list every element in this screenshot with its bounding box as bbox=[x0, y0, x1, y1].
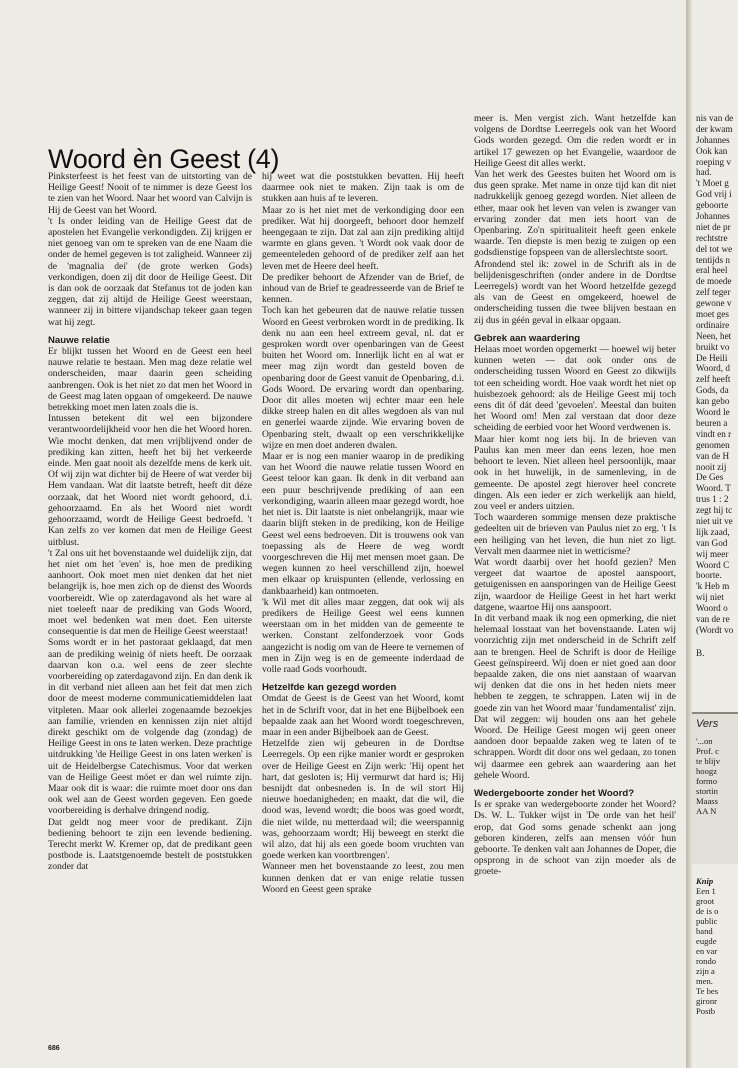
lower-line: Te bes bbox=[696, 986, 719, 996]
next-page-edge bbox=[692, 0, 738, 1068]
next-page-line: had. bbox=[696, 167, 712, 178]
next-page-line: vindt en r bbox=[696, 428, 732, 439]
lower-line: de is o bbox=[696, 906, 719, 916]
next-page-line: Johannes bbox=[696, 134, 730, 145]
next-page-line: van de re bbox=[696, 613, 730, 624]
next-page-line: gewone v bbox=[696, 298, 732, 309]
next-page-line: geboorte bbox=[696, 200, 729, 211]
paragraph: Van het werk des Geestes buiten het Woord om is dus geen sprake. Met name in onze tijd kan dit niet nadrukkelijk genoeg gezegd worden. Niet alleen de ether, maar ook het leven van velen is zwanger van ervaring zonder dat men iets hoort van de Openbaring. Zo'n spiritualiteit heeft geen enkele waarde. Ten diepste is men bezig te zuigen op een godsdienstige fopspeen van de allerslechtste soort. bbox=[474, 169, 676, 259]
next-page-lower-text bbox=[696, 876, 718, 1016]
next-page-line: van God bbox=[696, 537, 728, 548]
next-page-line: Woord C bbox=[696, 559, 730, 570]
article-title: Woord èn Geest (4) bbox=[48, 144, 280, 174]
paragraph: De prediker behoort de Afzender van de Brief, de inhoud van de Brief te geadresseerde van de Brief te kennen. bbox=[262, 271, 464, 306]
next-page-line: ordinaire bbox=[696, 319, 730, 330]
next-page-line: Ook kan bbox=[696, 145, 728, 156]
paragraph: Pinksterfeest is het feest van de uitstorting van de Heilige Geest! Nooit of te nimmer is deze Geest los te zien van het Woord. Naar het woord van Calvijn is Hij de Geest van het Woord. bbox=[48, 171, 252, 216]
next-page-line: nis van de bbox=[696, 113, 734, 123]
sidebar-box-line: formo bbox=[696, 776, 718, 786]
lower-heading: Knip bbox=[696, 876, 714, 886]
lower-line: eugde bbox=[696, 936, 717, 946]
section-heading: Nauwe relatie bbox=[48, 334, 110, 346]
next-page-line: moet ges bbox=[696, 309, 729, 320]
paragraph: Soms wordt er in het pastoraat geklaagd, dat men aan de prediking weinig óf niets heeft. De oorzaak daarvan kon o.a. wel eens de zeer slechte voorbereiding op zaterdagavond zijn. En dan denk ik in dit verband niet alleen aan het feit dat men zich door de meest moderne communicatiemiddelen laat vitpleten. Maar ook allerlei zogenaamde bezoekjes aan familie, vrienden en kennissen zijn niet altijd direkt geschikt om de volgende dag (zondag) de Heilige Geest in ons te laten werken. Deze prachtige uitdrukking 'de Heilige Geest in ons laten werken' is uit de Heidelbergse Catechismus. Voor dat werken van de Heilige Geest móet er dan wel ruimte zijn. Maar ook dit is waar: die ruimte moet door ons dan ook wel aan de Geest worden gegeven. Een goede voorbereiding is derhalve dringend nodig. bbox=[48, 637, 252, 817]
sidebar-box-title: Vers bbox=[696, 718, 719, 730]
sidebar-box-line: AA N bbox=[696, 806, 717, 816]
sidebar-box-line: '...on bbox=[696, 736, 713, 746]
next-page-line: kan gebo bbox=[696, 396, 730, 407]
next-page-line: de moede bbox=[696, 276, 732, 287]
paragraph: Maar er is nog een manier waarop in de prediking van het Woord die nauwe relatie tussen Woord en Geest teloor kan gaan. Ik denk in dit verband aan een puur beschrijvende prediking of aan een verkondiging, waarin alleen maar gezegd wordt, hoe het niet is. Dit laatste is niet onbelangrijk, maar wie daarin blijft steken in de prediking, kon de Heilige Geest wel eens bedroeven. Dit is trouwens ook van toepassing als de Heere de weg wordt voorgeschreven die Hij met mensen moet gaan. De wegen kunnen zo heel verschillend zijn, hoewel men elkaar op kruispunten (ellende, verlossing en dankbaarheid) kan ontmoeten. bbox=[262, 451, 464, 597]
lower-line: public bbox=[696, 916, 718, 926]
paragraph: Wanneer men het bovenstaande zo leest, zou men kunnen denken dat er van enige relatie tussen Woord en Geest geen sprake bbox=[262, 861, 464, 895]
lower-line: gironr bbox=[696, 996, 718, 1006]
sidebar-box-line: stortin bbox=[696, 786, 718, 796]
paragraph: hij weet wat die poststukken bevatten. Hij heeft daarmee ook niet te maken. Zijn taak is om de stukken aan huis af te leveren. bbox=[262, 171, 464, 205]
next-page-line: wij niet bbox=[696, 592, 724, 603]
next-page-line: boorte. bbox=[696, 570, 722, 581]
next-page-line: del tot we bbox=[696, 243, 733, 254]
lower-line: Een 1 bbox=[696, 886, 716, 896]
next-page-line: bruikt vo bbox=[696, 341, 730, 352]
paragraph: Toch kan het gebeuren dat de nauwe relatie tussen Woord en Geest verbroken wordt in de prediking. Ik denk nu aan een heel extreem geval, nl. dat er gesproken wordt over openbaringen van de Geest buiten het Woord om. Innerlijk licht en al wat er meer mag zijn wordt dan gesteld boven de openbaring door de Geest vanuit de Openbaring, d.i. Gods Woord. De ervaring wordt dan openbaring. Door dit alles moeten wij echter maar een hele dikke streep halen en dit alles wegdoen als van nul en generlei waarde zijnde. Wie ervaring boven de Openbaring stelt, dwaalt op een verschrikkelijke wijze en men doet anderen dwalen. bbox=[262, 305, 464, 451]
next-page-line: rechtstre bbox=[696, 232, 728, 243]
author-signature: B. bbox=[696, 647, 705, 658]
next-page-line: van de H bbox=[696, 450, 730, 461]
next-page-line: Woord, d bbox=[696, 363, 730, 374]
paragraph: 't Zal ons uit het bovenstaande wel duidelijk zijn, dat het niet om het 'even' is, hoe men de prediking aanhoort. Ook moet men niet denken dat het niet belangrijk is, hoe men zich op de dienst des Woords voorbereidt. Wie op zaterdagavond als het ware al niet toeleeft naar de prediking van Gods Woord, moet wel bedenken wat men doet. Een uiterste consequentie is dat men de Heilige Geest weerstaat! bbox=[48, 547, 252, 638]
paragraph: Hetzelfde zien wij gebeuren in de Dordtse Leerregels. Op een rijke manier wordt er gesproken over de Heilige Geest en Zijn werk: 'Hij opent het hart, dat gesloten is; Hij vermurwt dat hard is; Hij besnijdt dat onbesneden is. In de wil stort Hij nieuwe hoedanigheden; en maakt, dat die wil, die dood was, levend wordt; die boos was goed wordt, die niet wilde, nu metterdaad wil; die weerspannig was, gehoorzaam wordt; Hij beweegt en sterkt die wil alzo, dat hij als een goede boom vruchten van goede werken kan voortbrengen'. bbox=[262, 738, 464, 862]
lower-line: rondo bbox=[696, 956, 717, 966]
text-column-1 bbox=[48, 171, 252, 981]
lower-line: Postb bbox=[696, 1006, 716, 1016]
paragraph: Intussen betekent dit wel een bijzondere verantwoordelijkheid voor hen die het Woord horen. Wie mocht denken, dat men vrijblijvend onder de prediking kan zitten, heeft het bij het verkeerde einde. Men gaat nooit als dezelfde mens de kerk uit. Of wij zijn wat dichter bij de Heere of wat verder bij Hem vandaan. Wat dit laatste betreft, heeft dit déze oorzaak, dat het Woord niet wordt gehoord, d.i. gehoorzaamd. En als het Woord niet wordt gehoorzaamd, wordt de Heilige Geest bedroefd. 't Kan zelfs zo ver komen dat men de Heilige Geest uitblust. bbox=[48, 413, 252, 548]
next-page-line: zegt hij tc bbox=[696, 505, 733, 516]
paragraph: Helaas moet worden opgemerkt — hoewel wij beter kunnen weten — dat ook onder ons de onderscheiding tussen Woord en Geest zo dikwijls tot een scheiding wordt. Hoe vaak wordt het niet op huisbezoek gehoord: als de Heilige Geest mij toch eens dit óf dát deed 'gevoelen'. Meestal dan buiten het Woord om! Men zal verstaan dat door deze scheiding de eerbied voor het Woord verdwenen is. bbox=[474, 344, 676, 434]
lower-line: band bbox=[696, 926, 713, 936]
section-heading: Gebrek aan waardering bbox=[474, 332, 581, 344]
paragraph: 'k Wil met dit alles maar zeggen, dat ook wij als predikers de Heilige Geest wel eens kunnen weerstaan om in het midden van de gemeente te werken. Constant zelfonderzoek voor Gods aangezicht is nodig om van de Heere te vernemen of men in Zijn weg is en de gemeente inderdaad de volle raad Gods voorhoudt. bbox=[262, 596, 464, 675]
paragraph: Maar zo is het niet met de verkondiging door een prediker. Wat hij doorgeeft, behoort door hemzelf heengegaan te zijn. Dat zal aan zijn prediking altijd warmte en glans geven. 't Wordt ook vaak door de gemeenteleden gehoord of de prediker zelf aan het leven met de Heere deel heeft. bbox=[262, 204, 464, 272]
next-page-line: trus 1 : 2 bbox=[696, 494, 729, 505]
lower-line: groot bbox=[696, 896, 715, 906]
sidebar-box-line: Prof. c bbox=[696, 746, 719, 756]
paragraph: Dat geldt nog meer voor de predikant. Zijn bediening behoort te zijn een levende bediening. Terecht merkt W. Kremer op, dat de predikant geen postbode is. Laatstgenoemde bestelt de poststukken zonder dat bbox=[48, 816, 252, 873]
next-page-line: tentijds n bbox=[696, 254, 730, 265]
next-page-column bbox=[696, 113, 738, 659]
lower-line: men. bbox=[696, 976, 713, 986]
next-page-line: zelf heeft bbox=[696, 374, 731, 385]
page-number: 686 bbox=[48, 1045, 60, 1052]
next-page-line: Neen, het bbox=[696, 330, 732, 341]
section-heading: Wedergeboorte zonder het Woord? bbox=[474, 787, 635, 799]
next-page-line: Gods, da bbox=[696, 385, 729, 396]
next-page-line: God vrij i bbox=[696, 189, 732, 200]
next-page-line: roeping v bbox=[696, 156, 731, 167]
next-page-line: De Ges bbox=[696, 472, 724, 483]
next-page-line: wij meer bbox=[696, 548, 729, 559]
paragraph: Is er sprake van wedergeboorte zonder het Woord? Ds. W. L. Tukker wijst in 'De orde van het heil' erop, dat God soms genade schenkt aan jong geboren kinderen, zelfs aan mensen vóór hun geboorte. Te denken valt aan Johannes de Doper, die opsprong in de schoot van zijn moeder als de groete- bbox=[474, 799, 676, 878]
paragraph: Toch waarderen sommige mensen deze praktische gedeelten uit de brieven van Paulus niet zo erg. 't Is een heiliging van het leven, die hun niet zo ligt. Vervalt men daarmee niet in wetticisme? bbox=[474, 512, 676, 557]
next-page-line: (Wordt vo bbox=[696, 624, 734, 635]
next-page-line: Woord le bbox=[696, 407, 730, 418]
next-page-line: 'k Heb m bbox=[696, 581, 730, 592]
section-heading: Hetzelfde kan gezegd worden bbox=[262, 682, 397, 694]
lower-line: en var bbox=[696, 946, 718, 956]
next-page-line: niet uit ve bbox=[696, 515, 733, 526]
sidebar-box-line: hoogz bbox=[696, 766, 718, 776]
paragraph: Wat wordt daarbij over het hoofd gezien? Men vergeet dat waartoe de apostel aanspoort, getuigenissen en aansporingen van de Heilige Geest zijn, waardoor de Heilige Geest in het hart werkt datgene, waartoe Hij ons aanspoort. bbox=[474, 556, 676, 613]
next-page-line: Woord o bbox=[696, 603, 728, 614]
next-page-line: niet de pr bbox=[696, 221, 731, 232]
sidebar-box bbox=[692, 712, 738, 864]
lower-line: zijn a bbox=[696, 966, 715, 976]
next-page-line: nooit zij bbox=[696, 461, 727, 472]
next-page-line: beuren a bbox=[696, 417, 728, 428]
next-page-line: lijk zaad, bbox=[696, 526, 730, 537]
text-column-3 bbox=[474, 113, 676, 981]
next-page-line: Woord. T bbox=[696, 483, 731, 494]
paragraph: In dit verband maak ik nog een opmerking, die niet helemaal losstaat van het bovenstaande. Laten wij voorzichtig zijn met onderscheid in de Schrift zelf aan te brengen. Heel de Schrift is door de Heilige Geest geïnspireerd. Wij doen er niet goed aan door bepaalde zaken, die ons niet aanstaan of waarvan wij denken dat die ons in het heden niets meer hebben te zeggen, te schrappen. Laten wij in de goede zin van het Woord maar 'fundamentalist' zijn. Dat wil zeggen: wij houden ons aan het gehele Woord. De Heilige Geest mogen wij geen oneer aandoen door bepaalde zaken weg te laten of te schrappen. Wordt dit door ons wel gedaan, zo tonen wij daarmee een gebrek aan waardering aan het gehele Woord. bbox=[474, 612, 676, 781]
sidebar-box-line: te blijv bbox=[696, 756, 721, 766]
paragraph: Afrondend stel ik: zowel in de Schrift als in de belijdenisgeschriften (onder andere in de Dordtse Leerregels) wordt van het Woord hetzelfde gezegd als van de Geest en omgekeerd, hoewel de onderscheiding tussen die twee blijven bestaan en zij dus in géén geval in elkaar opgaan. bbox=[474, 258, 676, 326]
sidebar-box-text bbox=[696, 736, 720, 816]
paragraph: Er blijkt tussen het Woord en de Geest een heel nauwe relatie te bestaan. Men mag deze relatie wel onderscheiden, maar daarin geen scheiding aanbrengen. Ook is het niet zo dat men het Woord in de Geest mag laten opgaan of omgekeerd. De nauwe betrekking moet men laten zoals die is. bbox=[48, 346, 252, 414]
paragraph: Omdat de Geest is de Geest van het Woord, komt het in de Schrift voor, dat in het ene Bijbelboek een bepaalde zaak aan het Woord wordt toegeschreven, maar in een ander Bijbelboek aan de Geest. bbox=[262, 693, 464, 738]
paragraph: 't Is onder leiding van de Heilige Geest dat de apostelen het Evangelie verkondigden. Zij krijgen er niet genoeg van om te spreken van de ene Naam die onder de hemel gegeven is tot zaligheid. Wanneer zij de 'magnalia dei' (de grote werken Gods) verkondigen, doen zij dit door de Heilige Geest. Dit is dan ook de oorzaak dat Stefanus tot de joden kan zeggen, dat zij altijd de Heilige Geest weerstaan, wanneer zij in bittere vijandschap tekeer gaan tegen wat hij zegt. bbox=[48, 215, 252, 328]
paragraph: meer is. Men vergist zich. Want hetzelfde kan volgens de Dordtse Leerregels ook van het Woord Gods worden gezegd. Om die reden wordt er in artikel 17 gewezen op het Evangelie, waardoor de Heilige Geest dit alles werkt. bbox=[474, 113, 676, 169]
next-page-line: genomen bbox=[696, 439, 730, 450]
next-page-line: 't Moet g bbox=[696, 178, 729, 189]
next-page-line: der kwam bbox=[696, 123, 733, 134]
text-column-2 bbox=[262, 171, 464, 981]
next-page-line: zelf teger bbox=[696, 287, 731, 298]
sidebar-box-line: Maass bbox=[696, 796, 718, 806]
next-page-line: eral heel bbox=[696, 265, 728, 276]
paragraph: Maar hier komt nog iets bij. In de brieven van Paulus kan men meer dan eens lezen, hoe men behoort te leven. Niet alleen heel persoonlijk, maar ook in het huwelijk, in de samenleving, in de gemeente. De apostel zegt hierover heel concrete dingen. Als een ieder er zich werkelijk aan hield, zou veel er anders uitzien. bbox=[474, 433, 676, 512]
next-page-line: Johannes bbox=[696, 211, 730, 222]
next-page-line: De Heili bbox=[696, 352, 728, 363]
